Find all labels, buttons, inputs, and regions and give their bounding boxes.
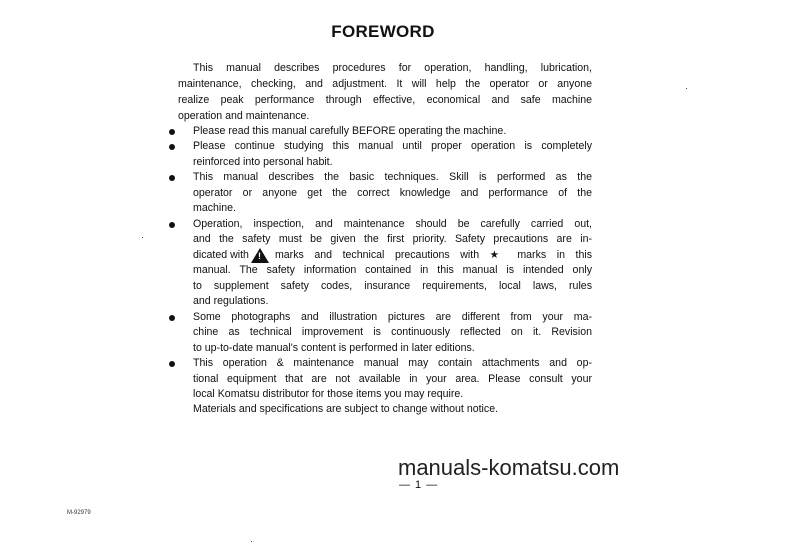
- page-number: — 1 —: [399, 479, 439, 491]
- bullet-icon: [169, 315, 175, 321]
- bullet-line: Operation, inspection, and maintenance should be carefully carried out,: [193, 218, 592, 230]
- scan-speck: [142, 237, 143, 238]
- intro-line: This manual describes procedures for operation, handling, lubrication,: [193, 62, 592, 74]
- watermark-url: manuals-komatsu.com: [398, 455, 620, 480]
- bullet-line: chine as technical improvement is continuously reflected on it. Revision: [193, 326, 592, 338]
- bullet-line: to supplement safety codes, insurance requirements, local laws, rules: [193, 280, 592, 292]
- bullet-line: operator or anyone get the correct knowledge and performance of the: [193, 187, 592, 199]
- bullet-icon: [169, 129, 175, 135]
- bullet-line: Some photographs and illustration pictures are different from your ma-: [193, 311, 592, 323]
- bullet-line: [193, 248, 592, 264]
- bullet-line: Please read this manual carefully BEFORE operating the machine.: [193, 125, 507, 137]
- bullet-line: Materials and specifications are subject to change without notice.: [193, 403, 499, 415]
- scan-speck: [686, 88, 687, 89]
- bullet-line: This operation & maintenance manual may contain attachments and op-: [193, 357, 592, 369]
- bullet-line: to up-to-date manual's content is performed in later editions.: [193, 342, 475, 354]
- bullet-text: marks and technical precautions with ★ marks in this: [274, 249, 592, 261]
- bullet-line: reinforced into personal habit.: [193, 156, 333, 168]
- intro-line: maintenance, checking, and adjustment. It will help the operator or anyone: [178, 78, 592, 90]
- bullet-line: and the safety must be given the first priority. Safety precautions are in-: [193, 233, 592, 245]
- bullet-line: manual. The safety information contained in this manual is intended only: [193, 264, 592, 276]
- document-code: M-92979: [67, 510, 91, 516]
- bullet-line: tional equipment that are not available in your area. Please consult your: [193, 373, 592, 385]
- bullet-line: Please continue studying this manual until proper operation is completely: [193, 140, 592, 152]
- bullet-line: and regulations.: [193, 295, 269, 307]
- page-title: FOREWORD: [331, 22, 435, 41]
- intro-line: realize peak performance through effective, economical and safe machine: [178, 94, 592, 106]
- bullet-text: dicated with: [193, 249, 249, 261]
- warning-triangle-icon: [251, 248, 269, 263]
- scan-speck: [251, 541, 252, 542]
- bullet-line: local Komatsu distributor for those items you may require.: [193, 388, 464, 400]
- bullet-icon: [169, 361, 175, 367]
- bullet-line: This manual describes the basic techniques. Skill is performed as the: [193, 171, 592, 183]
- intro-line: operation and maintenance.: [178, 110, 310, 122]
- bullet-line: machine.: [193, 202, 236, 214]
- bullet-icon: [169, 222, 175, 228]
- bullet-icon: [169, 175, 175, 181]
- bullet-icon: [169, 144, 175, 150]
